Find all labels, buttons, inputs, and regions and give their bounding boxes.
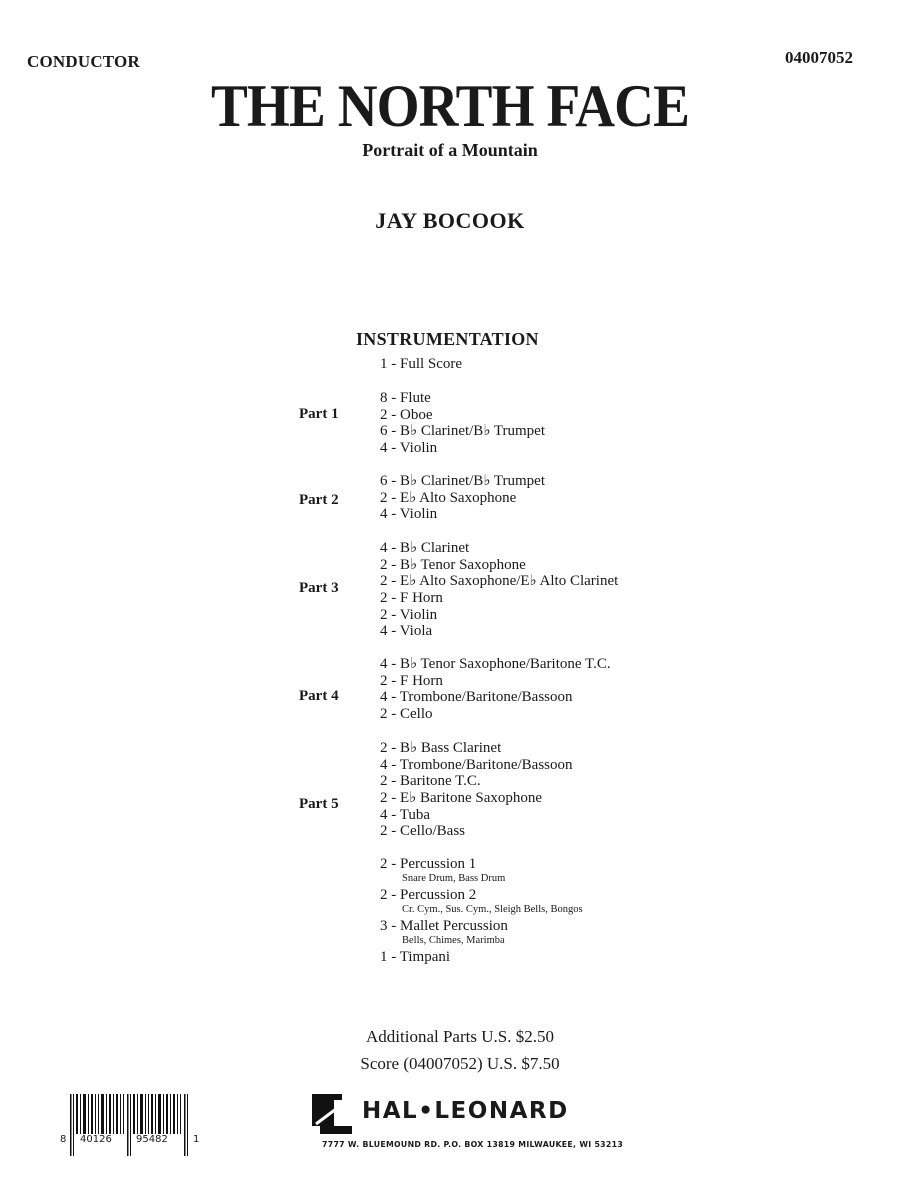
score-price: Score (04007052) U.S. $7.50 — [360, 1054, 560, 1073]
list-item-detail: Cr. Cym., Sus. Cym., Sleigh Bells, Bongos — [402, 904, 583, 915]
part-items — [380, 656, 611, 723]
list-item: 2 - Oboe — [380, 406, 433, 423]
list-item: 4 - Violin — [380, 506, 438, 523]
list-item: 2 - Violin — [380, 606, 438, 623]
composer: JAY BOCOOK — [375, 208, 525, 233]
list-item: 2 - B♭ Bass Clarinet — [380, 740, 502, 756]
list-item: 2 - E♭ Baritone Saxophone — [380, 790, 543, 807]
list-item-detail: Bells, Chimes, Marimba — [402, 935, 505, 946]
publisher-logo — [312, 1094, 600, 1142]
part-label: Part 2 — [299, 492, 339, 508]
page-title: THE NORTH FACE — [211, 73, 689, 139]
list-item: 2 - Baritone T.C. — [380, 773, 481, 790]
catalog-number: 04007052 — [785, 48, 853, 67]
part-label: Part 3 — [299, 580, 339, 596]
list-item: 4 - Trombone/Baritone/Bassoon — [380, 756, 573, 773]
list-item: 2 - B♭ Tenor Saxophone — [380, 556, 526, 573]
publisher-logo-icon — [312, 1094, 356, 1134]
list-item: 2 - Cello/Bass — [380, 823, 465, 840]
publisher-address: 7777 W. BLUEMOUND RD. P.O. BOX 13819 MILWAUKEE, WI 53213 — [322, 1140, 624, 1149]
part-label: Part 1 — [299, 406, 339, 422]
barcode — [70, 1094, 190, 1156]
part-items — [380, 473, 545, 523]
barcode-digit: 8 — [60, 1134, 67, 1145]
part-label: Part 5 — [299, 796, 339, 812]
publisher-name: HAL•LEONARD — [362, 1098, 569, 1124]
list-item: 8 - Flute — [380, 390, 431, 406]
part-items — [380, 540, 618, 640]
list-item: 2 - Cello — [380, 706, 433, 723]
list-item: 4 - Viola — [380, 623, 433, 640]
percussion-list — [380, 856, 583, 965]
list-item: 4 - B♭ Clarinet — [380, 540, 470, 556]
list-item: 2 - F Horn — [380, 590, 443, 607]
list-item: 2 - Percussion 1 — [380, 856, 477, 872]
full-score-item: 1 - Full Score — [380, 356, 463, 372]
part-label: Part 4 — [299, 688, 339, 704]
barcode-digit: 40126 — [80, 1134, 112, 1145]
barcode-digit: 95482 — [136, 1134, 168, 1145]
list-item: 6 - B♭ Clarinet/B♭ Trumpet — [380, 473, 545, 489]
list-item: 4 - Trombone/Baritone/Bassoon — [380, 689, 573, 706]
list-item: 2 - E♭ Alto Saxophone/E♭ Alto Clarinet — [380, 573, 619, 590]
list-item: 1 - Timpani — [380, 949, 451, 965]
part-items — [380, 390, 545, 457]
edition-label: CONDUCTOR — [27, 52, 140, 71]
part-items — [380, 740, 573, 840]
list-item: 6 - B♭ Clarinet/B♭ Trumpet — [380, 423, 545, 440]
list-item: 4 - Violin — [380, 440, 438, 457]
list-item: 4 - B♭ Tenor Saxophone/Baritone T.C. — [380, 656, 611, 672]
list-item-detail: Snare Drum, Bass Drum — [402, 873, 506, 884]
barcode-digit: 1 — [193, 1134, 200, 1145]
instrumentation-heading: INSTRUMENTATION — [356, 329, 539, 349]
additional-parts-price: Additional Parts U.S. $2.50 — [366, 1027, 554, 1046]
list-item: 2 - F Horn — [380, 672, 443, 689]
subtitle: Portrait of a Mountain — [362, 140, 538, 160]
list-item: 3 - Mallet Percussion — [380, 918, 508, 934]
list-item: 2 - E♭ Alto Saxophone — [380, 489, 517, 506]
list-item: 4 - Tuba — [380, 806, 431, 823]
list-item: 2 - Percussion 2 — [380, 887, 477, 903]
